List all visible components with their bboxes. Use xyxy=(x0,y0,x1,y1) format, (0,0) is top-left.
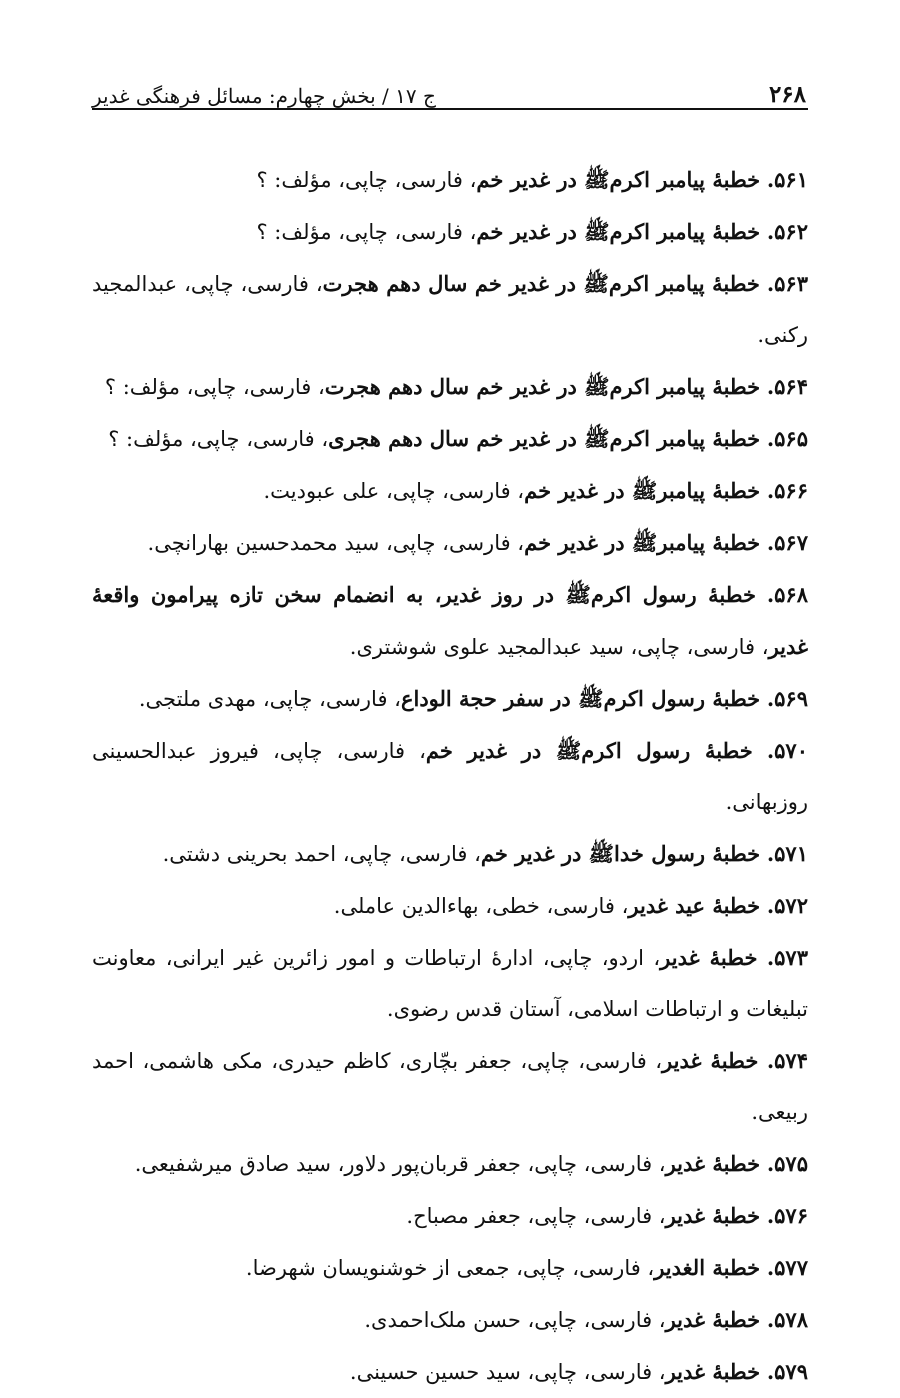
entry-details: ، فارسی، چاپی، سید عبدالمجید علوی شوشتری. xyxy=(349,635,769,659)
list-item xyxy=(92,828,808,880)
entry-number: ۵۶۵. xyxy=(766,426,808,451)
book-page xyxy=(92,60,808,1398)
list-item xyxy=(92,361,808,413)
list-item xyxy=(92,1035,808,1138)
entry-details: ، فارسی، چاپی، فیروز عبدالحسینی روزبهانی. xyxy=(92,739,808,814)
entry-details: ، فارسی، چاپی، مؤلف: ؟ xyxy=(104,375,325,399)
entry-title: خطبهٔ رسول اکرمﷺ در روز غدیر، به انضمام سخن تازه پیرامون واقعهٔ غدیر xyxy=(92,582,808,659)
list-item xyxy=(92,932,808,1035)
entry-title: خطبهٔ پیامبر اکرمﷺ در غدیر خم سال دهم هجرت xyxy=(322,271,760,296)
entry-number: ۵۷۴. xyxy=(766,1048,808,1073)
running-title: ج ۱۷ / بخش چهارم: مسائل فرهنگی غدیر xyxy=(92,84,436,108)
entry-title: خطبهٔ پیامبر اکرمﷺ در غدیر خم سال دهم هجری xyxy=(328,426,761,451)
bibliography-list xyxy=(92,154,808,1398)
entry-title: خطبهٔ پیامبرﷺ در غدیر خم xyxy=(524,530,761,555)
entry-number: ۵۶۶. xyxy=(766,478,808,503)
entry-number: ۵۷۷. xyxy=(766,1255,808,1280)
list-item xyxy=(92,1294,808,1346)
list-item xyxy=(92,569,808,673)
entry-details: ، فارسی، چاپی، مؤلف: ؟ xyxy=(256,220,477,244)
list-item xyxy=(92,725,808,828)
entry-number: ۵۶۷. xyxy=(766,530,808,555)
entry-details: ، فارسی، چاپی، جعفر قربان‌پور دلاور، سید صادق میرشفیعی. xyxy=(134,1152,666,1176)
entry-title: خطبهٔ غدیر xyxy=(660,945,758,970)
entry-details: ، فارسی، چاپی، مهدی ملتجی. xyxy=(138,687,401,711)
entry-number: ۵۶۳. xyxy=(766,271,808,296)
entry-title: خطبهٔ غدیر xyxy=(665,1359,761,1384)
entry-title: خطبة الغدیر xyxy=(654,1255,761,1280)
entry-details: ، فارسی، چاپی، مؤلف: ؟ xyxy=(108,427,329,451)
entry-title: خطبهٔ عید غدیر xyxy=(628,893,761,918)
list-item xyxy=(92,465,808,517)
entry-details: ، اردو، چاپی، ادارهٔ ارتباطات و امور زائرین غیر ایرانی، معاونت تبلیغات و ارتباطات اسلامی، آستان قدس رضوی. xyxy=(92,946,808,1021)
entry-details: ، فارسی، چاپی، جعفر مصباح. xyxy=(406,1204,666,1228)
entry-number: ۵۷۱. xyxy=(766,841,808,866)
list-item xyxy=(92,1138,808,1190)
entry-details: ، فارسی، چاپی، احمد بحرینی دشتی. xyxy=(162,842,481,866)
entry-number: ۵۷۶. xyxy=(766,1203,808,1228)
entry-details: ، فارسی، چاپی، حسن ملک‌احمدی. xyxy=(364,1308,666,1332)
list-item xyxy=(92,517,808,569)
entry-title: خطبهٔ پیامبر اکرمﷺ در غدیر خم xyxy=(476,219,761,244)
entry-details: ، فارسی، چاپی، سید محمدحسین بهارانچی. xyxy=(147,531,525,555)
entry-title: خطبهٔ رسول خداﷺ در غدیر خم xyxy=(480,841,761,866)
entry-number: ۵۶۴. xyxy=(766,374,808,399)
list-item xyxy=(92,673,808,725)
list-item xyxy=(92,206,808,258)
page-number: ۲۶۸ xyxy=(768,81,806,108)
entry-title: خطبهٔ غدیر xyxy=(662,1048,759,1073)
entry-details: ، فارسی، چاپی، جعفر بچّاری، کاظم حیدری، مکی هاشمی، احمد ربیعی. xyxy=(92,1049,808,1124)
entry-number: ۵۶۱. xyxy=(766,167,808,192)
entry-title: خطبهٔ غدیر xyxy=(665,1203,761,1228)
entry-number: ۵۷۵. xyxy=(766,1151,808,1176)
entry-number: ۵۷۹. xyxy=(766,1359,808,1384)
page-header xyxy=(92,60,808,110)
entry-number: ۵۶۸. xyxy=(766,582,808,607)
list-item xyxy=(92,880,808,932)
entry-title: خطبهٔ رسول اکرمﷺ در سفر حجة الوداع xyxy=(400,686,761,711)
entry-number: ۵۷۳. xyxy=(766,945,808,970)
entry-title: خطبهٔ پیامبر اکرمﷺ در غدیر خم xyxy=(476,167,761,192)
entry-details: ، فارسی، چاپی، جمعی از خوشنویسان شهرضا. xyxy=(245,1256,655,1280)
entry-number: ۵۷۲. xyxy=(766,893,808,918)
entry-number: ۵۶۹. xyxy=(766,686,808,711)
entry-title: خطبهٔ غدیر xyxy=(665,1307,761,1332)
list-item xyxy=(92,1242,808,1294)
entry-number: ۵۷۰. xyxy=(766,738,808,763)
entry-title: خطبهٔ رسول اکرمﷺ در غدیر خم xyxy=(425,738,753,763)
list-item xyxy=(92,1346,808,1398)
entry-details: ، فارسی، چاپی، سید حسین حسینی. xyxy=(349,1360,666,1384)
entry-details: ، فارسی، خطی، بهاءالدین عاملی. xyxy=(333,894,629,918)
entry-details: ، فارسی، چاپی، عبدالمجید رکنی. xyxy=(92,272,808,347)
list-item xyxy=(92,413,808,465)
entry-title: خطبهٔ غدیر xyxy=(665,1151,761,1176)
entry-title: خطبهٔ پیامبر اکرمﷺ در غدیر خم سال دهم هجرت xyxy=(324,374,761,399)
list-item xyxy=(92,154,808,206)
entry-number: ۵۶۲. xyxy=(766,219,808,244)
list-item xyxy=(92,258,808,361)
entry-details: ، فارسی، چاپی، مؤلف: ؟ xyxy=(256,168,477,192)
entry-title: خطبهٔ پیامبرﷺ در غدیر خم xyxy=(524,478,761,503)
entry-details: ، فارسی، چاپی، علی عبودیت. xyxy=(263,479,525,503)
list-item xyxy=(92,1190,808,1242)
entry-number: ۵۷۸. xyxy=(766,1307,808,1332)
